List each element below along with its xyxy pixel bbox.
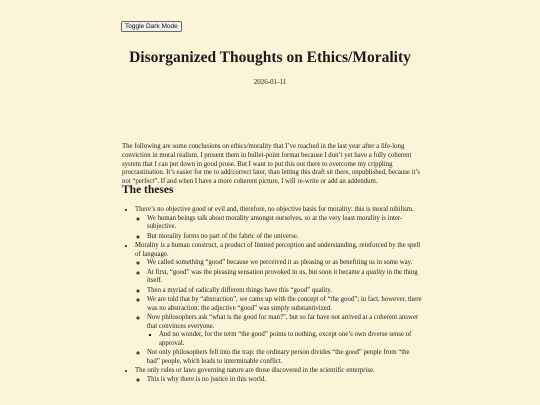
thesis-text: But morality forms no part of the fabric of the universe.	[147, 232, 299, 240]
thesis-text: We are told that by “abstraction”, we came up with the concept of “the good”; in fact, however, there was no abstraction: the adjective “good” was simply substantivized.	[147, 295, 422, 312]
thesis-text: Morality is a human construct, a product of limited perception and understanding, reinforced by the spell of language.	[135, 241, 421, 258]
list-item	[147, 376, 422, 385]
thesis-text: At first, “good” was the pleasing sensation provoked in us, but soon it became a	[147, 268, 367, 276]
list-item	[159, 331, 422, 348]
list-item	[147, 296, 422, 313]
thesis-text: Not only philosophers fell into the trap: the ordinary person divides “the good” people from “the bad” people, which leads to interminable conflict.	[147, 349, 410, 365]
section-heading: The theses	[122, 184, 174, 196]
list-item	[147, 287, 422, 296]
thesis-text: And no wonder, for the term “the good” points to nothing, except one’s own diverse sense of approval.	[159, 331, 412, 347]
post-date: 2026-01-11	[253, 78, 287, 86]
list-item	[147, 349, 422, 366]
list-item	[147, 259, 422, 268]
thesis-text: Then a myriad of radically different things have this “good” quality.	[147, 286, 332, 294]
thesis-text: We called something “good” because we perceived it as pleasing or as benefiting us in some way.	[147, 259, 413, 267]
list-item	[135, 206, 422, 241]
toggle-dark-mode-button[interactable]: Toggle Dark Mode	[121, 21, 182, 32]
list-item	[147, 233, 422, 242]
thesis-text: The only rules or laws governing nature are those discovered in the scientific enterprise.	[135, 367, 375, 375]
list-item	[147, 215, 422, 232]
theses-list	[122, 206, 422, 385]
list-item	[147, 269, 422, 286]
thesis-text: Now philosophers ask “what is the good for man?”, but so far have not arrived at a coherent answer that convinces everyone.	[147, 313, 419, 330]
thesis-text: This is why there is no justice in this world.	[147, 375, 266, 383]
intro-paragraph: The following are some conclusions on ethics/morality that I’ve reached in the last year after a life-long conviction in moral realism. I present them in bullet-point format because I don’t yet have a fully coherent system that I can put down in good prose. But I want to put this out there to overcome my crippling procrastination. It’s easier for me to add/correct later, than letting this draft sit there, unpublished, because it’s not “perfect”. If and when I have a more coherent picture, I will re-write or add an addendum.	[122, 143, 420, 186]
page-title: Disorganized Thoughts on Ethics/Morality	[129, 49, 411, 66]
list-item	[135, 367, 422, 384]
list-item	[135, 242, 422, 366]
thesis-text: We human beings talk about morality amongst ourselves, so at the very least morality is inter-subjective.	[147, 214, 403, 231]
emphasis-text: quality	[366, 268, 386, 276]
list-item	[147, 314, 422, 348]
thesis-text: in the thing itself.	[147, 268, 418, 285]
thesis-text: There’s no objective good or evil and, therefore, no objective basis for morality: this is moral nihilism.	[135, 206, 414, 213]
